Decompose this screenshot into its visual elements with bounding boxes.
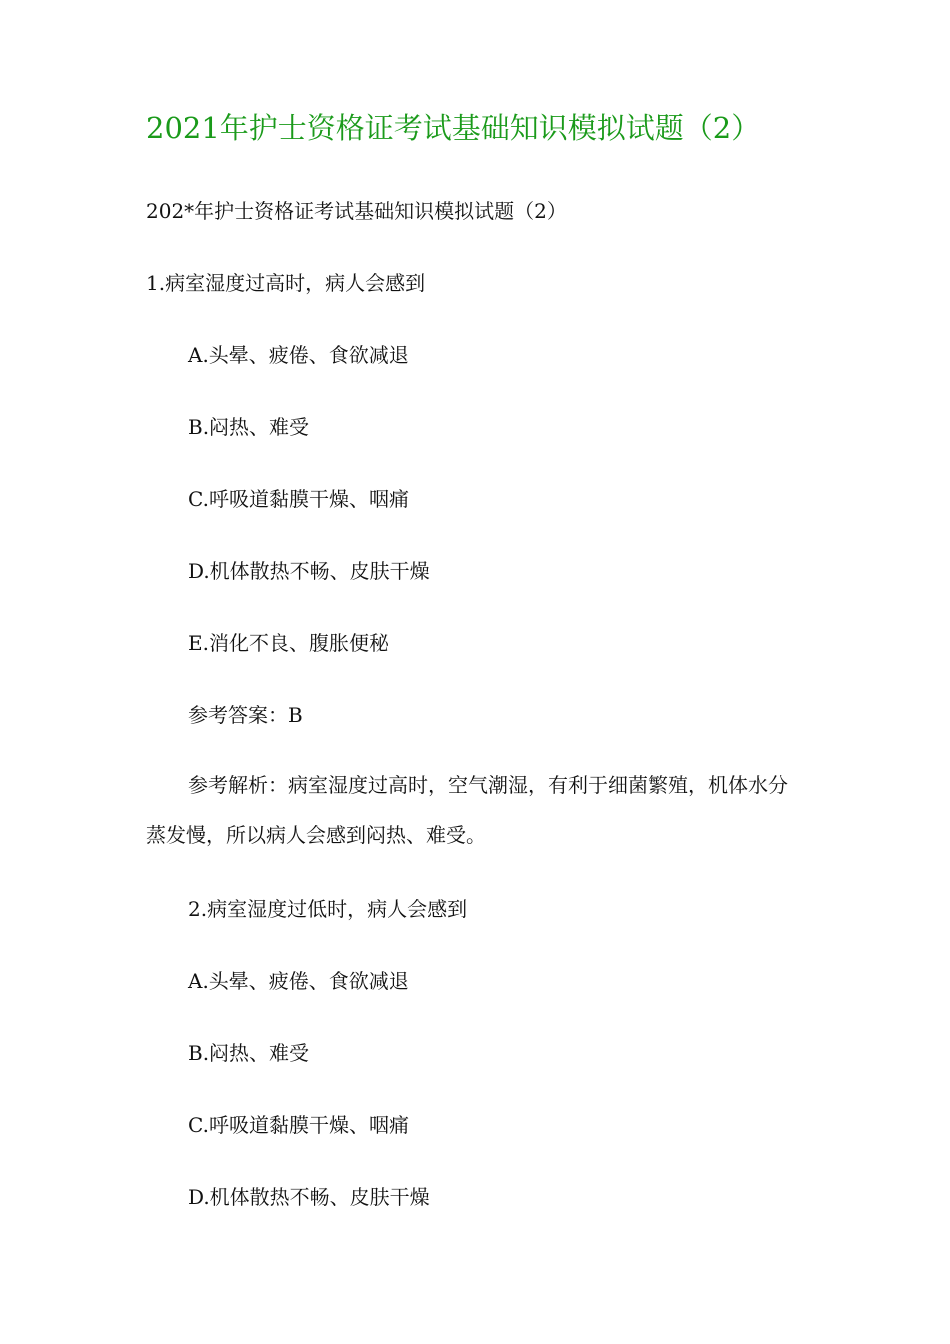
question-2-option-b: B.闷热、难受	[188, 1041, 310, 1065]
question-2-option-a: A.头晕、疲倦、食欲减退	[188, 969, 409, 993]
question-2-option-c: C.呼吸道黏膜干燥、咽痛	[188, 1113, 409, 1137]
document-subtitle: 202*年护士资格证考试基础知识模拟试题（2）	[146, 199, 567, 223]
question-1-answer: 参考答案：B	[188, 703, 303, 727]
question-1-option-b: B.闷热、难受	[188, 415, 310, 439]
question-1-option-a: A.头晕、疲倦、食欲减退	[188, 343, 409, 367]
question-2-stem: 2.病室湿度过低时，病人会感到	[188, 897, 468, 921]
question-1-analysis: 参考解析：病室湿度过高时，空气潮湿，有利于细菌繁殖，机体水分蒸发慢，所以病人会感到闷热、难受。	[146, 773, 788, 847]
question-1-option-d: D.机体散热不畅、皮肤干燥	[188, 559, 430, 583]
document-title: 2021年护士资格证考试基础知识模拟试题（2）	[146, 111, 761, 145]
question-2-option-d: D.机体散热不畅、皮肤干燥	[188, 1185, 430, 1209]
question-1-option-c: C.呼吸道黏膜干燥、咽痛	[188, 487, 409, 511]
question-1-stem: 1.病室湿度过高时，病人会感到	[146, 271, 426, 295]
question-1-option-e: E.消化不良、腹胀便秘	[188, 631, 389, 655]
